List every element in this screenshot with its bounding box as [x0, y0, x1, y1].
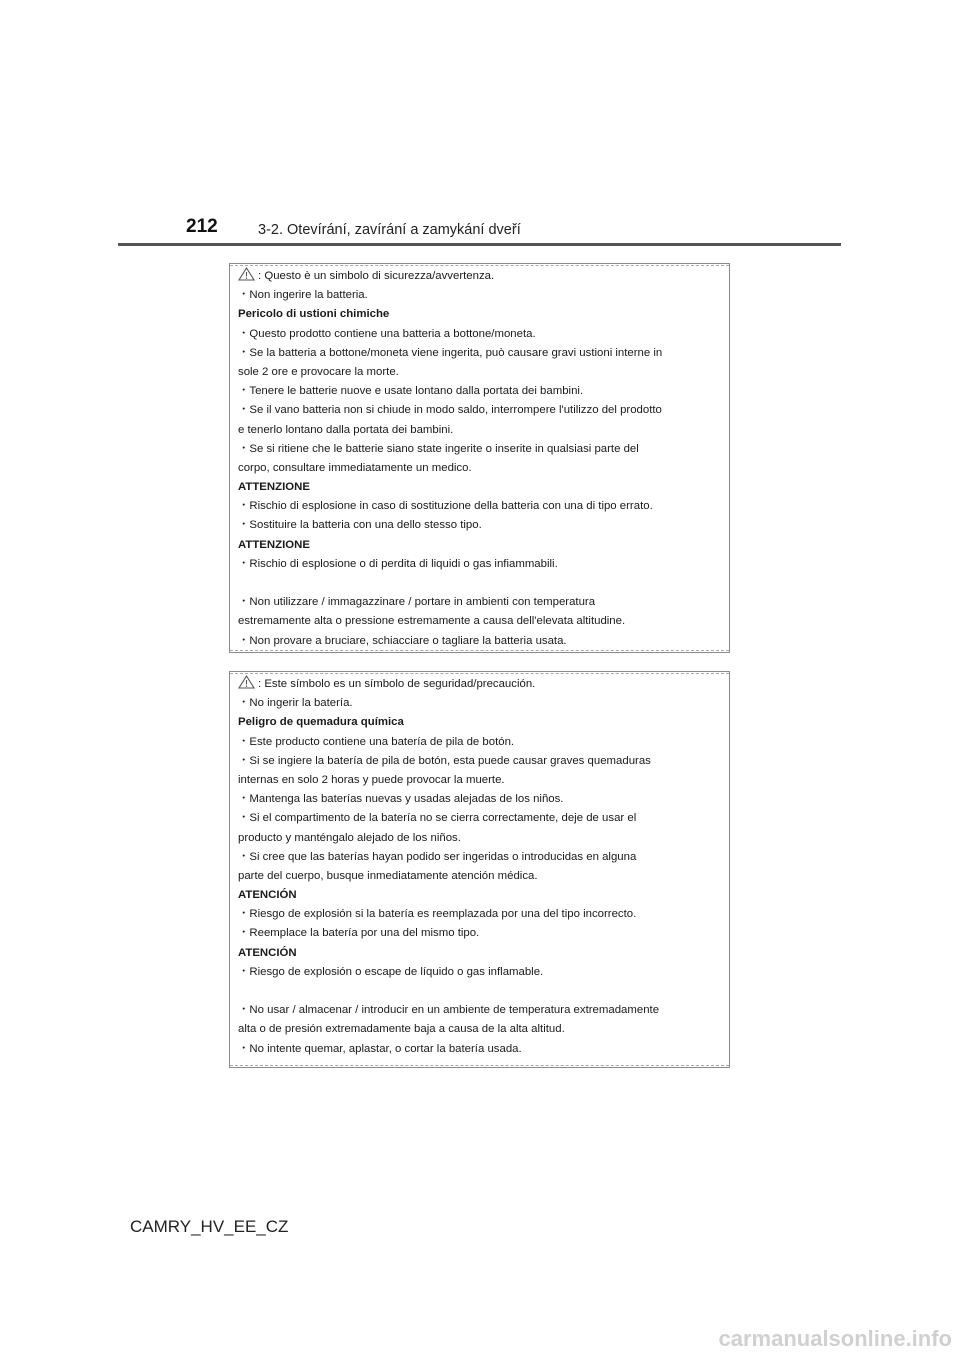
- warning-line: [238, 440, 723, 459]
- spanish-warning-box: [229, 671, 730, 1068]
- warning-line: [238, 267, 723, 286]
- warning-line-text: e tenerlo lontano dalla portata dei bambini.: [238, 423, 454, 436]
- warning-line: [238, 325, 723, 344]
- warning-line-text: ・Este producto contiene una batería de pila de botón.: [238, 735, 515, 748]
- warning-line: [238, 733, 723, 752]
- warning-triangle-icon: [238, 267, 255, 281]
- warning-line-text: ・Rischio di esplosione o di perdita di liquidi o gas infiammabili.: [238, 557, 558, 570]
- warning-line-text: ・Si cree que las baterías hayan podido ser ingeridas o introducidas en alguna: [238, 850, 637, 863]
- page-header: [0, 0, 960, 250]
- warning-triangle-icon: [238, 675, 255, 689]
- warning-line: [238, 344, 723, 363]
- manual-code: CAMRY_HV_EE_CZ: [130, 1217, 289, 1236]
- warning-line-text: : Questo è un simbolo di sicurezza/avvertenza.: [258, 270, 495, 282]
- warning-line-text: ・No intente quemar, aplastar, o cortar la batería usada.: [238, 1042, 522, 1055]
- warning-line-text: ・Se il vano batteria non si chiude in modo saldo, interrompere l'utilizzo del prodotto: [238, 404, 662, 417]
- warning-line: [238, 632, 723, 651]
- header-rule: [118, 243, 841, 246]
- warning-line-text: Peligro de quemadura química: [238, 716, 404, 729]
- warning-line-text: : Este símbolo es un símbolo de seguridad/precaución.: [258, 678, 536, 690]
- warning-line-text: Pericolo di ustioni chimiche: [238, 308, 390, 321]
- warning-line: [238, 867, 723, 886]
- warning-line-text: ・Mantenga las baterías nuevas y usadas alejadas de los niños.: [238, 793, 564, 806]
- warning-line-text: ATENCIÓN: [238, 889, 297, 902]
- warning-line-text: sole 2 ore e provocare la morte.: [238, 365, 399, 378]
- warning-line-text: ATTENZIONE: [238, 538, 310, 551]
- warning-line: [238, 516, 723, 535]
- warning-line-text: ・Questo prodotto contiene una batteria a bottone/moneta.: [238, 327, 536, 340]
- warning-line-text: corpo, consultare immediatamente un medico.: [238, 461, 472, 474]
- warning-line: [238, 982, 723, 1001]
- warning-line-text: ATENCIÓN: [238, 946, 297, 959]
- warning-line: [238, 363, 723, 382]
- warning-line: [238, 905, 723, 924]
- warning-line-text: ・Sostituire la batteria con una dello stesso tipo.: [238, 519, 482, 532]
- warning-line: [238, 1040, 723, 1059]
- warning-line: [238, 694, 723, 713]
- warning-line-text: parte del cuerpo, busque inmediatamente atención médica.: [238, 869, 538, 882]
- warning-line: [238, 675, 723, 694]
- spanish-warning-text: [238, 675, 723, 1059]
- warning-line-text: alta o de presión extremadamente baja a causa de la alta altitud.: [238, 1023, 565, 1036]
- warning-line: [238, 305, 723, 324]
- warning-line-text: ・Si se ingiere la batería de pila de botón, esta puede causar graves quemaduras: [238, 754, 651, 767]
- warning-line: [238, 574, 723, 593]
- warning-line: [238, 497, 723, 516]
- warning-line: [238, 536, 723, 555]
- warning-line: [238, 963, 723, 982]
- italian-warning-text: [238, 267, 723, 651]
- warning-line-text: ・Non utilizzare / immagazzinare / portare in ambienti con temperatura: [238, 596, 596, 609]
- section-title: 3-2. Otevírání, zavírání a zamykání dveří: [258, 222, 521, 238]
- italian-warning-box: [229, 263, 730, 653]
- warning-line: [238, 555, 723, 574]
- warning-line: [238, 886, 723, 905]
- warning-line: [238, 790, 723, 809]
- page-number: 212: [186, 216, 218, 237]
- warning-line-text: estremamente alta o pressione estremamente a causa dell'elevata altitudine.: [238, 615, 626, 628]
- warning-line: [238, 286, 723, 305]
- warning-line-text: ・Rischio di esplosione in caso di sostituzione della batteria con una di tipo errato.: [238, 500, 653, 513]
- warning-line: [238, 1001, 723, 1020]
- warning-line-text: ・Non provare a bruciare, schiacciare o tagliare la batteria usata.: [238, 634, 567, 647]
- warning-line-text: producto y manténgalo alejado de los niños.: [238, 831, 461, 844]
- watermark: carmanualsonline.info: [718, 1326, 952, 1351]
- warning-line: [238, 924, 723, 943]
- warning-line-text: ・No ingerir la batería.: [238, 697, 353, 710]
- warning-line: [238, 713, 723, 732]
- warning-line: [238, 944, 723, 963]
- warning-line: [238, 612, 723, 631]
- warning-line-text: ・Reemplace la batería por una del mismo tipo.: [238, 927, 480, 940]
- warning-line: [238, 459, 723, 478]
- warning-line: [238, 401, 723, 420]
- warning-line: [238, 593, 723, 612]
- warning-line-text: ・Riesgo de explosión o escape de líquido o gas inflamable.: [238, 965, 544, 978]
- warning-line-text: ・Se la batteria a bottone/moneta viene ingerita, può causare gravi ustioni interne in: [238, 346, 663, 359]
- warning-line-text: ・Se si ritiene che le batterie siano state ingerite o inserite in qualsiasi parte del: [238, 442, 639, 455]
- warning-line-text: ・Riesgo de explosión si la batería es reemplazada por una del tipo incorrecto.: [238, 908, 637, 921]
- warning-line-text: internas en solo 2 horas y puede provocar la muerte.: [238, 773, 505, 786]
- warning-line: [238, 829, 723, 848]
- warning-line: [238, 478, 723, 497]
- warning-line-text: ・Si el compartimento de la batería no se cierra correctamente, deje de usar el: [238, 812, 637, 825]
- warning-line-text: ・Non ingerire la batteria.: [238, 289, 368, 302]
- warning-line-text: ・Tenere le batterie nuove e usate lontano dalla portata dei bambini.: [238, 385, 584, 398]
- warning-line: [238, 848, 723, 867]
- warning-line: [238, 752, 723, 771]
- warning-line-text: ATTENZIONE: [238, 481, 310, 494]
- warning-line: [238, 771, 723, 790]
- warning-line: [238, 1020, 723, 1039]
- warning-line: [238, 809, 723, 828]
- warning-line: [238, 382, 723, 401]
- warning-line: [238, 421, 723, 440]
- warning-line-text: ・No usar / almacenar / introducir en un ambiente de temperatura extremadamente: [238, 1004, 660, 1017]
